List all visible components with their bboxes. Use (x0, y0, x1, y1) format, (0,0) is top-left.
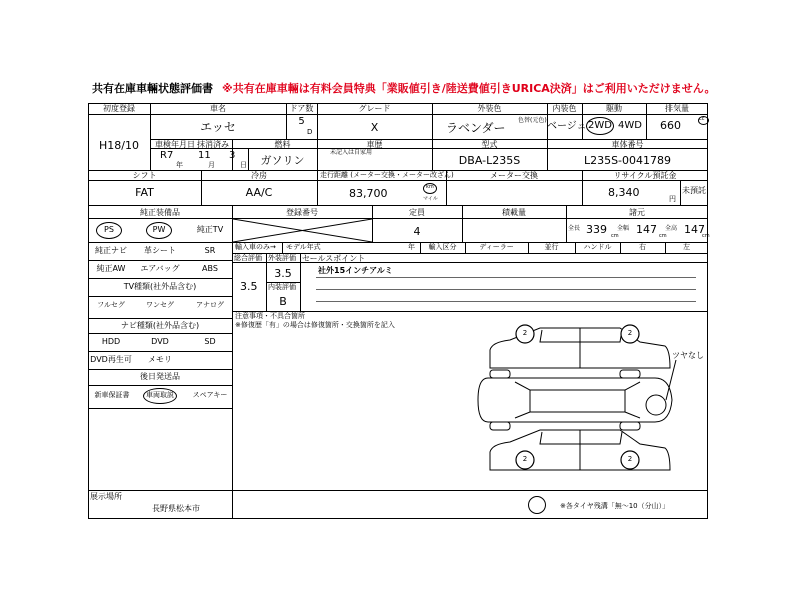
equip-navi: 純正ナビ (95, 246, 127, 255)
car-name-label: 車名 (210, 104, 226, 113)
doors-label: ドア数 (289, 104, 314, 113)
model-year-label: モデル年式 (286, 243, 321, 251)
later-warranty: 新車保証書 (94, 391, 130, 399)
document-title: 共有在庫車輛状態評価書 (92, 82, 213, 95)
car-name-value: エッセ (200, 120, 236, 134)
ac-value: AA/C (245, 186, 273, 199)
inspection-year: R7 (160, 150, 174, 161)
first-reg-value: H18/10 (99, 139, 139, 152)
recycle-label: リサイクル預託金 (613, 171, 677, 180)
later-manual: 車両取説 (146, 391, 174, 399)
tire-mark-fr: 2 (627, 329, 633, 337)
height-label: 全高 (665, 225, 678, 232)
vin-value: L235S-0041789 (583, 154, 672, 167)
day-unit: 日 (240, 161, 247, 169)
member-notice: ※共有在庫車輛は有料会員特典「業販値引き/陸送費値引きURICA決済」はご利用いただけません。 (222, 82, 716, 95)
navi-memory: メモリ (148, 355, 172, 364)
doors-unit: D (307, 128, 313, 136)
tire-mark-fl: 2 (522, 329, 528, 337)
exterior-eval-label: 外装評価 (268, 254, 296, 262)
length-unit: cm (611, 233, 619, 239)
month-unit: 月 (208, 161, 215, 169)
location-label: 展示場所 (90, 492, 122, 501)
equip-pw: PW (152, 225, 166, 234)
width-value: 147 (636, 223, 657, 236)
tv-oneseg: ワンセグ (146, 301, 174, 309)
import-class-label: 輸入区分 (428, 243, 457, 251)
navi-dvd-player: DVD再生可 (90, 355, 132, 364)
equipment-header: 純正装備品 (140, 208, 180, 217)
navi-hdd: HDD (101, 337, 121, 346)
width-unit: cm (659, 233, 667, 239)
height-value: 147 (684, 223, 705, 236)
interior-eval-label: 内装評価 (268, 283, 296, 291)
year-unit: 年 (176, 161, 183, 169)
first-reg-label: 初度登録 (103, 104, 135, 113)
equip-tv: 純正TV (196, 225, 224, 234)
meter-change-label: メーター交換 (490, 171, 538, 180)
inspection-month: 11 (198, 150, 211, 161)
capacity-value: 4 (413, 225, 421, 238)
car-damage-diagram (470, 320, 685, 490)
inspection-sub: 抹消済み (197, 140, 229, 149)
tv-type-header: TV種類(社外品含む) (123, 282, 197, 291)
location-value: 長野県松本市 (152, 504, 200, 513)
inspection-label: 車検年月日 (155, 140, 195, 149)
load-label: 積載量 (502, 208, 526, 217)
model-label: 型式 (481, 140, 498, 149)
overall-eval-value: 3.5 (240, 280, 258, 293)
navi-sd: SD (204, 337, 216, 346)
mileage-label: 走行距離 (メーター交換・メーター改ざん) (320, 171, 454, 179)
shift-label: シフト (132, 171, 157, 180)
notes-sub: ※修復歴「有」の場合は修復箇所・交換箇所を記入 (235, 321, 395, 329)
recycle-status: 未預託 (682, 186, 706, 195)
ac-label: 冷房 (251, 171, 267, 180)
model-year-suffix: 年 (408, 243, 415, 251)
mileage-value: 83,700 (349, 187, 388, 200)
import-parallel: 並行 (544, 243, 559, 251)
recycle-value: 8,340 (608, 186, 640, 199)
drive-2wd: 2WD (588, 120, 612, 131)
tv-analog: アナログ (196, 301, 224, 309)
km-label: km (426, 184, 434, 190)
equip-leather: 革シート (144, 246, 176, 255)
equip-abs: ABS (202, 264, 218, 273)
import-only-label: 輸入車のみ→ (235, 243, 276, 251)
reg-no-crossed-out (233, 219, 372, 242)
length-value: 339 (586, 223, 607, 236)
width-label: 全幅 (617, 225, 630, 232)
sales-point-label: セールスポイント (302, 254, 366, 263)
displacement-label: 排気量 (665, 104, 689, 113)
reg-no-label: 登録番号 (286, 208, 318, 217)
fuel-value: ガソリン (260, 154, 305, 167)
gloss-none-note: ツヤなし (672, 351, 704, 360)
history-note: 未記入は自家用 (330, 149, 373, 156)
import-dealer: ディーラー (479, 243, 514, 251)
equip-sr: SR (204, 246, 216, 255)
history-label: 車歴 (366, 140, 383, 149)
model-value: DBA-L235S (458, 154, 521, 167)
mile-label: マイル (423, 196, 438, 202)
handle-label: ハンドル (583, 243, 612, 251)
tire-mark-rl: 2 (522, 455, 528, 463)
interior-eval-value: B (279, 295, 287, 308)
fuel-label: 燃料 (274, 140, 291, 149)
equip-airbag: エアバッグ (140, 264, 180, 273)
recycle-unit: 円 (669, 195, 676, 203)
equip-ps: PS (104, 225, 114, 234)
capacity-label: 定員 (409, 208, 425, 217)
ext-color-value: ラベンダー (446, 121, 506, 135)
exterior-eval-value: 3.5 (274, 267, 292, 280)
drive-4wd: 4WD (618, 120, 642, 131)
notes-header: 注意事項・不具合箇所 (235, 312, 305, 320)
displacement-value: 660 (660, 119, 681, 132)
int-color-value: ベージュ (547, 121, 587, 132)
height-unit: cm (702, 233, 710, 239)
tv-fullseg: フルセグ (97, 301, 125, 309)
tire-legend-circle (528, 496, 546, 514)
handle-left: 左 (683, 243, 690, 251)
int-color-label: 内装色 (552, 104, 577, 113)
grade-value: X (370, 121, 379, 134)
tire-mark-rr: 2 (627, 455, 633, 463)
sales-point-value: 社外15インチアルミ (318, 266, 393, 275)
doors-value: 5 (298, 116, 305, 127)
shift-value: FAT (135, 186, 154, 199)
navi-type-header: ナビ種類(社外品含む) (120, 321, 200, 330)
later-items-header: 後日発送品 (140, 372, 180, 381)
handle-right: 右 (639, 243, 646, 251)
ext-color-label: 外装色 (477, 104, 502, 113)
equip-aw: 純正AW (96, 264, 126, 273)
later-spare-key: スペアキー (192, 391, 228, 399)
tire-tread-note: ※各タイヤ残溝「無～10（分山）」 (560, 502, 670, 510)
drive-label: 駆動 (606, 104, 622, 113)
length-label: 全長 (568, 225, 581, 232)
overall-eval-label: 総合評価 (234, 254, 262, 262)
inspection-day: 3 (229, 150, 236, 161)
displacement-unit: cc (699, 116, 705, 122)
grade-label: グレード (358, 104, 391, 113)
color-change-note: 色替(元色) (518, 117, 547, 124)
vin-label: 車体番号 (611, 140, 644, 149)
dims-label: 諸元 (629, 208, 645, 217)
navi-dvd: DVD (151, 337, 169, 346)
